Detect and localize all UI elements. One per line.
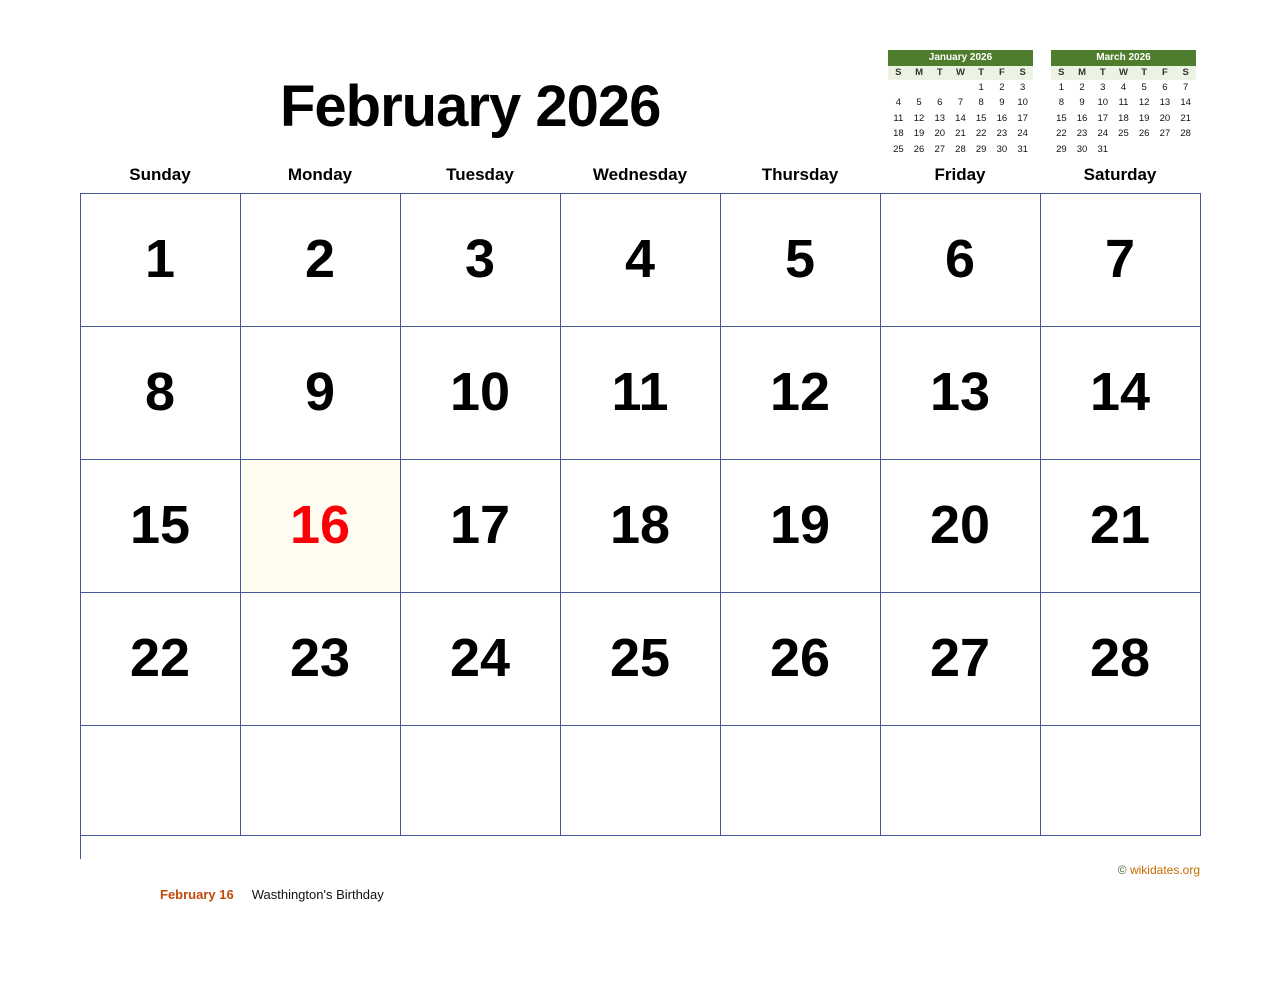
mini-day: 18 [893, 128, 904, 140]
day-cell[interactable] [1041, 593, 1201, 726]
mini-day: 14 [955, 112, 966, 124]
mini-day: 10 [1097, 97, 1109, 109]
mini-day: 18 [1118, 112, 1129, 124]
mini-calendars [888, 50, 1196, 158]
mini-weekday: T [1134, 66, 1155, 80]
mini-day: 1 [978, 81, 984, 93]
day-cell[interactable] [401, 460, 561, 593]
event-name: Wasthington's Birthday [251, 887, 384, 902]
day-cell[interactable] [81, 194, 241, 327]
day-cell[interactable] [241, 460, 401, 593]
events-list [80, 885, 1200, 906]
day-number: 14 [1089, 361, 1151, 422]
mini-week-row [1051, 96, 1196, 111]
day-number: 6 [944, 228, 976, 289]
mini-weekday: S [1051, 66, 1072, 80]
day-number: 7 [1104, 228, 1136, 289]
day-cell[interactable] [721, 593, 881, 726]
mini-week-row [888, 142, 1033, 157]
mini-day: 20 [934, 128, 946, 140]
mini-day: 24 [1097, 128, 1109, 140]
day-number: 24 [449, 627, 511, 688]
mini-weekday: S [888, 66, 909, 80]
mini-day: 9 [1079, 97, 1085, 109]
day-number: 2 [304, 228, 336, 289]
mini-day: 3 [1019, 81, 1026, 93]
day-number: 20 [929, 494, 991, 555]
mini-weekday: T [971, 66, 992, 80]
mini-day: 25 [1118, 128, 1129, 140]
event-item [160, 885, 1200, 906]
mini-weekday: T [929, 66, 950, 80]
day-cell[interactable] [401, 194, 561, 327]
day-number: 27 [929, 627, 991, 688]
mini-calendar-title: January 2026 [888, 50, 1033, 66]
calendar-header [0, 0, 1280, 165]
day-cell[interactable] [241, 726, 401, 836]
day-number: 15 [129, 494, 191, 555]
day-number: 19 [769, 494, 831, 555]
mini-day: 27 [1159, 128, 1171, 140]
site-credit [80, 863, 1200, 877]
day-cell[interactable] [721, 726, 881, 836]
day-number: 23 [289, 627, 351, 688]
mini-day: 15 [975, 112, 987, 124]
day-cell[interactable] [561, 327, 721, 460]
mini-weekday: M [1072, 66, 1093, 80]
mini-day: 13 [934, 112, 946, 124]
day-cell[interactable] [81, 460, 241, 593]
day-number: 21 [1089, 494, 1151, 555]
mini-day: 28 [955, 143, 966, 155]
day-number: 10 [449, 361, 511, 422]
day-cell[interactable] [561, 194, 721, 327]
mini-weekday: W [1113, 66, 1134, 80]
mini-day: 2 [999, 81, 1005, 93]
day-cell[interactable] [401, 593, 561, 726]
mini-day: 31 [1017, 143, 1028, 155]
day-cell[interactable] [241, 194, 401, 327]
mini-weekday: M [909, 66, 930, 80]
mini-week-row [888, 96, 1033, 111]
mini-calendar-title: March 2026 [1051, 50, 1196, 66]
mini-day: 22 [1056, 128, 1067, 140]
mini-day: 3 [1100, 81, 1106, 93]
day-cell[interactable] [881, 327, 1041, 460]
day-cell[interactable] [881, 194, 1041, 327]
calendar-grid [80, 193, 1201, 859]
day-number: 26 [769, 627, 831, 688]
day-cell[interactable] [81, 726, 241, 836]
mini-day [950, 80, 971, 95]
weekday-label: Sunday [129, 165, 191, 184]
weekday-label: Wednesday [592, 165, 688, 184]
day-cell[interactable] [721, 460, 881, 593]
day-cell[interactable] [561, 460, 721, 593]
day-number: 28 [1089, 627, 1151, 688]
weekday-label: Saturday [1083, 165, 1157, 184]
mini-day: 6 [1162, 81, 1168, 93]
mini-day: 30 [1076, 143, 1088, 155]
mini-day: 11 [1118, 97, 1129, 109]
day-cell[interactable] [881, 460, 1041, 593]
day-number: 22 [129, 627, 191, 688]
mini-calendar [1051, 50, 1196, 158]
day-number: 16 [289, 494, 351, 555]
mini-day: 15 [1056, 112, 1067, 124]
mini-day: 6 [937, 97, 943, 109]
mini-day: 13 [1159, 97, 1171, 109]
day-cell[interactable] [721, 327, 881, 460]
day-number: 11 [611, 361, 669, 422]
day-cell[interactable] [561, 593, 721, 726]
mini-day: 5 [1141, 81, 1147, 93]
day-number: 3 [464, 228, 496, 289]
day-number: 8 [144, 361, 176, 422]
mini-day: 4 [1120, 81, 1127, 93]
day-number: 13 [929, 361, 991, 422]
mini-day: 4 [895, 97, 901, 109]
day-cell[interactable] [1041, 194, 1201, 327]
mini-week-row [1051, 80, 1196, 95]
day-cell[interactable] [561, 726, 721, 836]
weekday-label: Friday [934, 165, 986, 184]
day-number: 17 [449, 494, 511, 555]
mini-day: 12 [1138, 97, 1150, 109]
mini-day: 7 [957, 97, 964, 109]
mini-day: 19 [913, 128, 925, 140]
mini-day: 23 [996, 128, 1008, 140]
mini-day: 11 [893, 112, 904, 124]
mini-day: 26 [1138, 128, 1150, 140]
mini-day: 22 [975, 128, 987, 140]
mini-day: 2 [1079, 81, 1085, 93]
day-cell[interactable] [721, 194, 881, 327]
mini-day: 30 [996, 143, 1008, 155]
mini-weekday: S [1175, 66, 1196, 80]
mini-day: 10 [1017, 97, 1028, 109]
mini-day: 29 [1056, 143, 1067, 155]
mini-day: 28 [1180, 128, 1191, 140]
day-cell[interactable] [241, 327, 401, 460]
day-cell[interactable] [1041, 327, 1201, 460]
day-cell[interactable] [241, 593, 401, 726]
day-cell[interactable] [81, 593, 241, 726]
day-number: 9 [304, 361, 336, 422]
mini-day: 19 [1138, 112, 1150, 124]
mini-day: 17 [1017, 112, 1028, 124]
mini-day: 17 [1097, 112, 1109, 124]
page-title: February 2026 [280, 74, 661, 139]
mini-week-row [888, 127, 1033, 142]
mini-weekday: F [992, 66, 1013, 80]
mini-day: 24 [1017, 128, 1028, 140]
mini-weekday: S [1012, 66, 1033, 80]
mini-weekday: F [1155, 66, 1176, 80]
mini-week-row [888, 111, 1033, 126]
day-number: 12 [769, 361, 831, 422]
mini-day [1134, 142, 1155, 157]
weekday-label: Thursday [761, 165, 839, 184]
day-cell[interactable] [1041, 460, 1201, 593]
mini-day: 27 [934, 143, 946, 155]
copyright-symbol: © [1117, 863, 1127, 877]
mini-weekday: T [1092, 66, 1113, 80]
mini-day [1155, 142, 1176, 157]
mini-day: 21 [1180, 112, 1191, 124]
mini-day: 25 [893, 143, 904, 155]
mini-day [888, 80, 909, 95]
mini-day: 21 [955, 128, 966, 140]
day-cell[interactable] [1041, 726, 1201, 836]
weekday-header-row [80, 165, 1200, 193]
day-number: 25 [609, 627, 671, 688]
event-date: February 16 [160, 887, 234, 902]
mini-day: 23 [1076, 128, 1088, 140]
weekday-label: Monday [287, 165, 353, 184]
weekday-label: Tuesday [446, 165, 514, 184]
mini-day: 16 [996, 112, 1008, 124]
mini-day: 5 [916, 97, 922, 109]
day-cell[interactable] [81, 327, 241, 460]
mini-day: 16 [1076, 112, 1088, 124]
mini-week-row [1051, 127, 1196, 142]
mini-day [909, 80, 930, 95]
mini-day [1113, 142, 1134, 157]
day-cell[interactable] [401, 327, 561, 460]
day-cell[interactable] [881, 593, 1041, 726]
mini-day: 8 [1058, 97, 1064, 109]
mini-day: 7 [1182, 81, 1189, 93]
day-cell[interactable] [401, 726, 561, 836]
day-cell[interactable] [881, 726, 1041, 836]
mini-day: 31 [1097, 143, 1109, 155]
mini-day: 12 [913, 112, 925, 124]
mini-week-row [888, 80, 1033, 95]
mini-day: 26 [913, 143, 925, 155]
day-number: 18 [609, 494, 671, 555]
mini-day: 9 [999, 97, 1005, 109]
mini-day: 29 [975, 143, 987, 155]
day-number: 4 [624, 228, 656, 289]
mini-day [929, 80, 950, 95]
day-number: 1 [144, 228, 176, 289]
mini-week-row [1051, 111, 1196, 126]
mini-day: 1 [1058, 81, 1064, 93]
credit-site-name: wikidates.org [1129, 863, 1200, 877]
mini-day: 8 [978, 97, 984, 109]
day-number: 5 [784, 228, 816, 289]
mini-day: 14 [1180, 97, 1191, 109]
mini-weekday: W [950, 66, 971, 80]
mini-week-row [1051, 142, 1196, 157]
mini-calendar [888, 50, 1033, 158]
mini-day: 20 [1159, 112, 1171, 124]
mini-day [1175, 142, 1196, 157]
